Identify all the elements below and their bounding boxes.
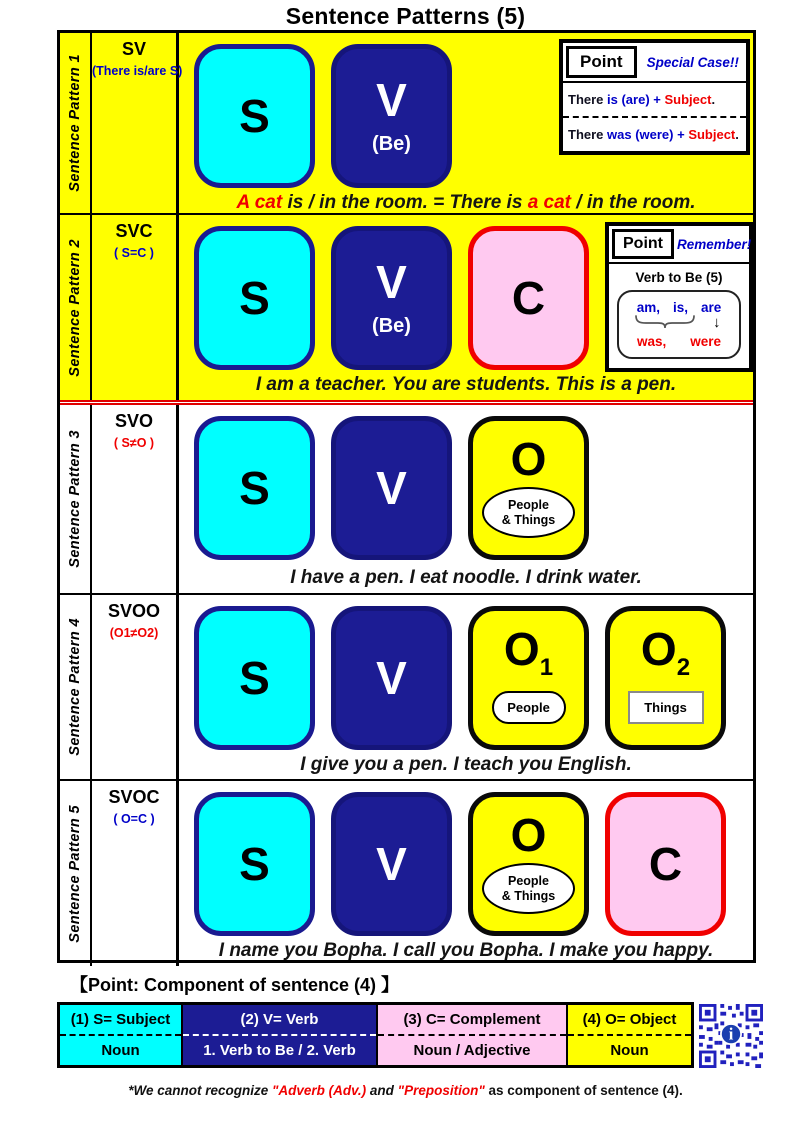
badge-line-1: People: [508, 498, 549, 513]
pattern-condition: ( S≠O ): [113, 435, 155, 450]
row5-side-cell: [60, 781, 92, 966]
pattern-condition: (There is/are S): [92, 63, 183, 78]
column-header: (3) C= Complement: [378, 1005, 566, 1036]
form-was: was,: [636, 334, 667, 349]
underbrace-icon: [634, 315, 696, 330]
column-header: (2) V= Verb: [183, 1005, 376, 1036]
object1-box: [468, 606, 589, 750]
verb-to-be-title: Verb to Be (5): [635, 270, 723, 285]
things-badge: Things: [628, 691, 704, 724]
object-box: [468, 416, 589, 560]
complement-letter: C: [648, 838, 683, 890]
form-are: are: [701, 300, 722, 315]
point-tag: Remember!: [677, 236, 752, 252]
subject-box: [194, 226, 315, 370]
row4-content: [179, 595, 753, 779]
row2-pattern-cell: [92, 215, 179, 400]
object2-letter: $O_2$: [640, 623, 691, 682]
present-forms: [621, 300, 737, 315]
row1-content: [179, 33, 753, 213]
column-subvalue: Noun / Adjective: [413, 1042, 531, 1059]
column-subvalue: 1. Verb to Be / 2. Verb: [203, 1042, 356, 1059]
pattern-abbreviation: SVOO: [107, 601, 160, 621]
pattern-row-4: [60, 593, 753, 779]
component-column-subject: [60, 1005, 181, 1065]
component-table: [57, 1002, 694, 1068]
row1-pattern-cell: [92, 33, 183, 213]
people-things-badge: [482, 863, 575, 914]
verb-letter: V: [376, 838, 407, 890]
pattern-row-3: [60, 400, 753, 593]
pattern-abbreviation: SV: [121, 39, 146, 59]
verb-box: [331, 792, 452, 936]
down-arrow-icon: ↓: [713, 314, 721, 331]
sentence-pattern-table: [57, 30, 756, 963]
verb-box: [331, 44, 452, 188]
column-subvalue: Noun: [101, 1042, 140, 1059]
pattern-condition: (O1≠O2): [109, 625, 159, 640]
page-title: Sentence Patterns (5): [285, 3, 526, 29]
subject-box: [194, 606, 315, 750]
row4-boxes: [179, 595, 753, 750]
pattern-row-5: [60, 779, 753, 966]
row4-side-cell: [60, 595, 92, 779]
verb-letter: V: [376, 73, 407, 126]
complement-box: [468, 226, 589, 370]
row3-boxes: [179, 405, 753, 563]
pattern-row-1: [60, 33, 753, 213]
row5-boxes: [179, 781, 753, 936]
verb-box: [331, 606, 452, 750]
subject-letter: S: [239, 462, 270, 514]
component-heading: 【Point: Component of sentence (4) 】: [70, 975, 400, 995]
diagram-connectors: [621, 315, 737, 334]
object-letter: O: [510, 809, 547, 861]
sentence-pattern-label: Sentence Pattern 5: [67, 804, 83, 943]
form-were: were: [690, 334, 722, 349]
column-subvalue: Noun: [610, 1042, 649, 1059]
point-label: Point: [612, 229, 674, 259]
row2-content: [179, 215, 753, 400]
subject-letter: S: [239, 652, 270, 704]
info-icon-glyph: i: [728, 1024, 734, 1044]
object2-box: [605, 606, 726, 750]
row1-side-cell: [60, 33, 92, 213]
object1-letter: $O_1$: [503, 623, 554, 682]
object-letter: O: [510, 433, 547, 485]
component-column-complement: [376, 1005, 566, 1065]
subject-letter: S: [239, 838, 270, 890]
point-tag: Special Case!!: [646, 54, 739, 70]
row3-pattern-cell: [92, 405, 179, 593]
sentence-pattern-label: Sentence Pattern 4: [67, 618, 83, 756]
subject-box: [194, 44, 315, 188]
subject-letter: S: [239, 272, 270, 324]
point-box-special-case: [559, 39, 750, 155]
badge-line-2: & Things: [501, 512, 556, 527]
pattern-condition: ( S=C ): [114, 245, 154, 260]
badge-line-2: & Things: [501, 888, 556, 903]
example-sentence: A cat is / in the room. = There is a cat / in the room.: [236, 192, 696, 213]
point-box-header: [563, 43, 746, 83]
example-sentence: I give you a pen. I teach you English.: [300, 754, 632, 775]
component-column-verb: [181, 1005, 376, 1065]
complement-letter: C: [511, 272, 546, 324]
people-badge: People: [492, 691, 566, 724]
complement-box: [605, 792, 726, 936]
row3-side-cell: [60, 405, 92, 593]
past-forms: [621, 334, 737, 349]
form-is: is,: [672, 300, 688, 315]
pattern-abbreviation: SVC: [115, 221, 153, 241]
example-sentence: I have a pen. I eat noodle. I drink water.: [290, 567, 642, 588]
row4-pattern-cell: [92, 595, 179, 779]
qr-code: [699, 1004, 763, 1068]
point-box-remember: [605, 222, 753, 372]
point-label: Point: [566, 46, 637, 78]
there-was-line: There was (were) + Subject.: [563, 116, 746, 151]
there-is-line: There is (are) + Subject.: [568, 92, 716, 107]
object-box: [468, 792, 589, 936]
pattern-abbreviation: SVO: [114, 411, 153, 431]
verb-letter: V: [376, 462, 407, 514]
form-am: am,: [636, 300, 660, 315]
footnote: *We cannot recognize "Adverb (Adv.) and "Preposition" as component of sentence (4).: [128, 1083, 683, 1098]
subject-box: [194, 416, 315, 560]
badge-line-1: People: [508, 874, 549, 889]
row5-pattern-cell: [92, 781, 179, 966]
verb-be-note: (Be): [372, 314, 411, 337]
verb-to-be-diagram: [617, 290, 741, 359]
pattern-condition: ( O=C ): [113, 811, 155, 826]
sentence-pattern-label: Sentence Pattern 2: [67, 238, 83, 377]
column-header: (4) O= Object: [568, 1005, 691, 1036]
subject-box: [194, 792, 315, 936]
row2-side-cell: [60, 215, 92, 400]
example-sentence: I am a teacher. You are students. This is a pen.: [255, 374, 677, 395]
example-sentence: I name you Bopha. I call you Bopha. I make you happy.: [218, 940, 714, 961]
verb-box: [331, 416, 452, 560]
verb-letter: V: [376, 652, 407, 704]
verb-be-note: (Be): [372, 132, 411, 155]
people-things-badge: [482, 487, 575, 538]
verb-box: [331, 226, 452, 370]
verb-letter: V: [376, 255, 407, 308]
sentence-pattern-label: Sentence Pattern 3: [67, 430, 83, 568]
pattern-abbreviation: SVOC: [108, 787, 160, 807]
pattern-row-2: [60, 213, 753, 400]
sentence-pattern-label: Sentence Pattern 1: [67, 54, 83, 192]
point-box-header: [609, 226, 752, 264]
row3-content: [179, 405, 753, 593]
column-header: (1) S= Subject: [60, 1005, 181, 1036]
row5-content: [179, 781, 753, 966]
subject-letter: S: [239, 90, 270, 142]
component-column-object: [566, 1005, 691, 1065]
